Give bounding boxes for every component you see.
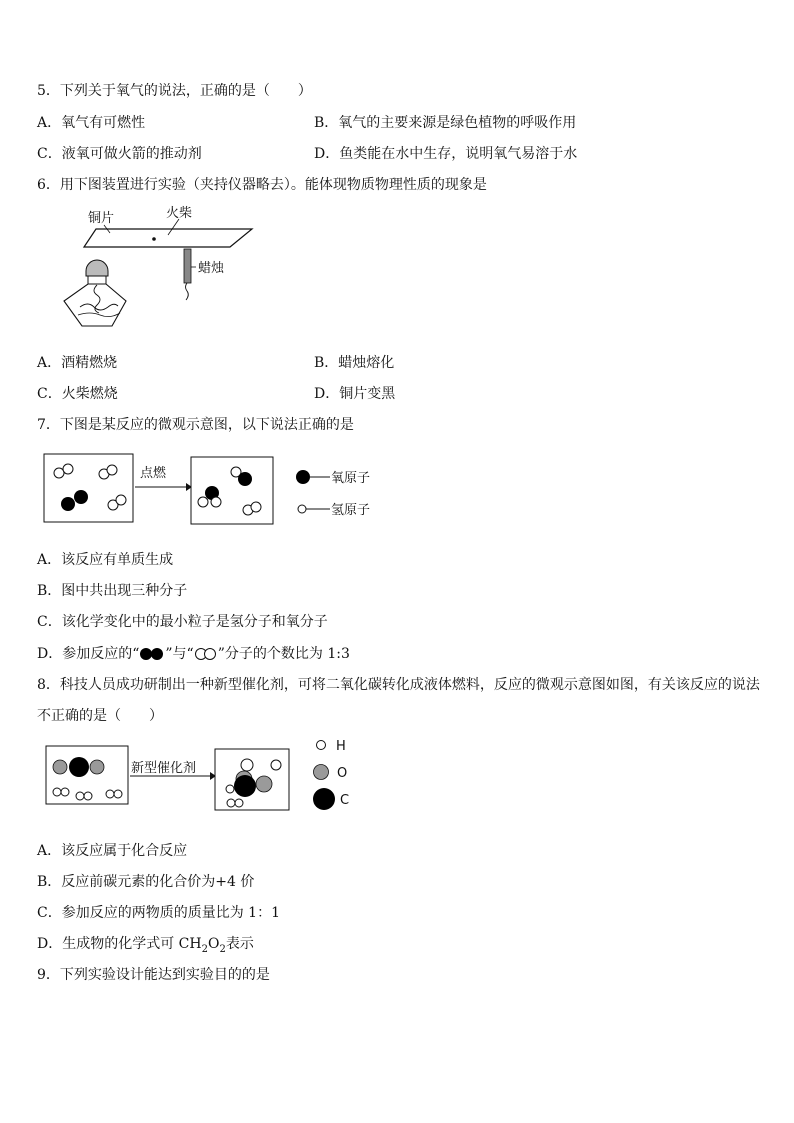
q5-option-c: C．液氧可做火箭的推动剂 [37, 146, 202, 162]
q6-option-c: C．火柴燃烧 [37, 386, 118, 402]
hydrogen-molecule-icon [194, 647, 218, 661]
q6-option-a: A．酒精燃烧 [37, 355, 118, 371]
candle-shape [184, 249, 191, 283]
q6-label-candle: 蜡烛 [198, 261, 225, 276]
q7-stem: 7．下图是某反应的微观示意图，以下说法正确的是 [37, 417, 354, 433]
q8-legend-o: O [337, 766, 348, 781]
q6-apparatus-figure [50, 205, 265, 335]
q8-arrow-label: 新型催化剂 [131, 761, 197, 776]
q7-option-b: B．图中共出现三种分子 [37, 583, 188, 599]
q5-option-a: A．氧气有可燃性 [37, 115, 146, 131]
q5-stem: 5．下列关于氧气的说法，正确的是（ ） [37, 83, 312, 99]
q8-legend-h: H [336, 739, 346, 754]
q9-stem: 9．下列实验设计能达到实验目的的是 [37, 967, 270, 983]
q6-stem: 6．用下图装置进行实验（夹持仪器略去）。能体现物质物理性质的现象是 [37, 177, 487, 193]
q7-arrow-label: 点燃 [140, 466, 167, 481]
q8-option-a: A．该反应属于化合反应 [37, 843, 188, 859]
match-dot [152, 237, 156, 241]
q6-option-d: D．铜片变黑 [314, 386, 396, 402]
q8-legend-c: C [340, 793, 350, 808]
q7-option-a: A．该反应有单质生成 [37, 552, 174, 568]
q7-legend-oxygen: 氧原子 [331, 471, 371, 486]
q6-label-match: 火柴 [166, 206, 193, 221]
q8-reaction-figure [44, 736, 364, 816]
q7-option-d: D．参加反应的“ ”与“ ”分子的个数比为 1:3 [37, 646, 350, 662]
lamp-cap-shape [86, 260, 108, 276]
oxygen-molecule-icon [139, 647, 165, 661]
q6-label-copper: 铜片 [88, 211, 115, 226]
q6-option-b: B．蜡烛熔化 [314, 355, 395, 371]
q8-option-b: B．反应前碳元素的化合价为+4 价 [37, 874, 255, 890]
q8-option-c: C．参加反应的两物质的质量比为 1：1 [37, 905, 280, 921]
q7-reaction-figure [40, 450, 390, 530]
q8-option-d: D．生成物的化学式可 $CH_2O_2$表示 [37, 936, 254, 955]
q5-option-b: B．氧气的主要来源是绿色植物的呼吸作用 [314, 115, 577, 131]
q5-option-d: D．鱼类能在水中生存，说明氧气易溶于水 [314, 146, 578, 162]
q7-legend-hydrogen: 氢原子 [331, 503, 371, 518]
q7-option-c: C．该化学变化中的最小粒子是氢分子和氧分子 [37, 614, 328, 630]
q8-stem-line1: 8．科技人员成功研制出一种新型催化剂，可将二氧化碳转化成液体燃料，反应的微观示意图如图，有关该反应的说法 [37, 677, 760, 693]
q8-stem-line2: 不正确的是（ ） [37, 708, 163, 724]
